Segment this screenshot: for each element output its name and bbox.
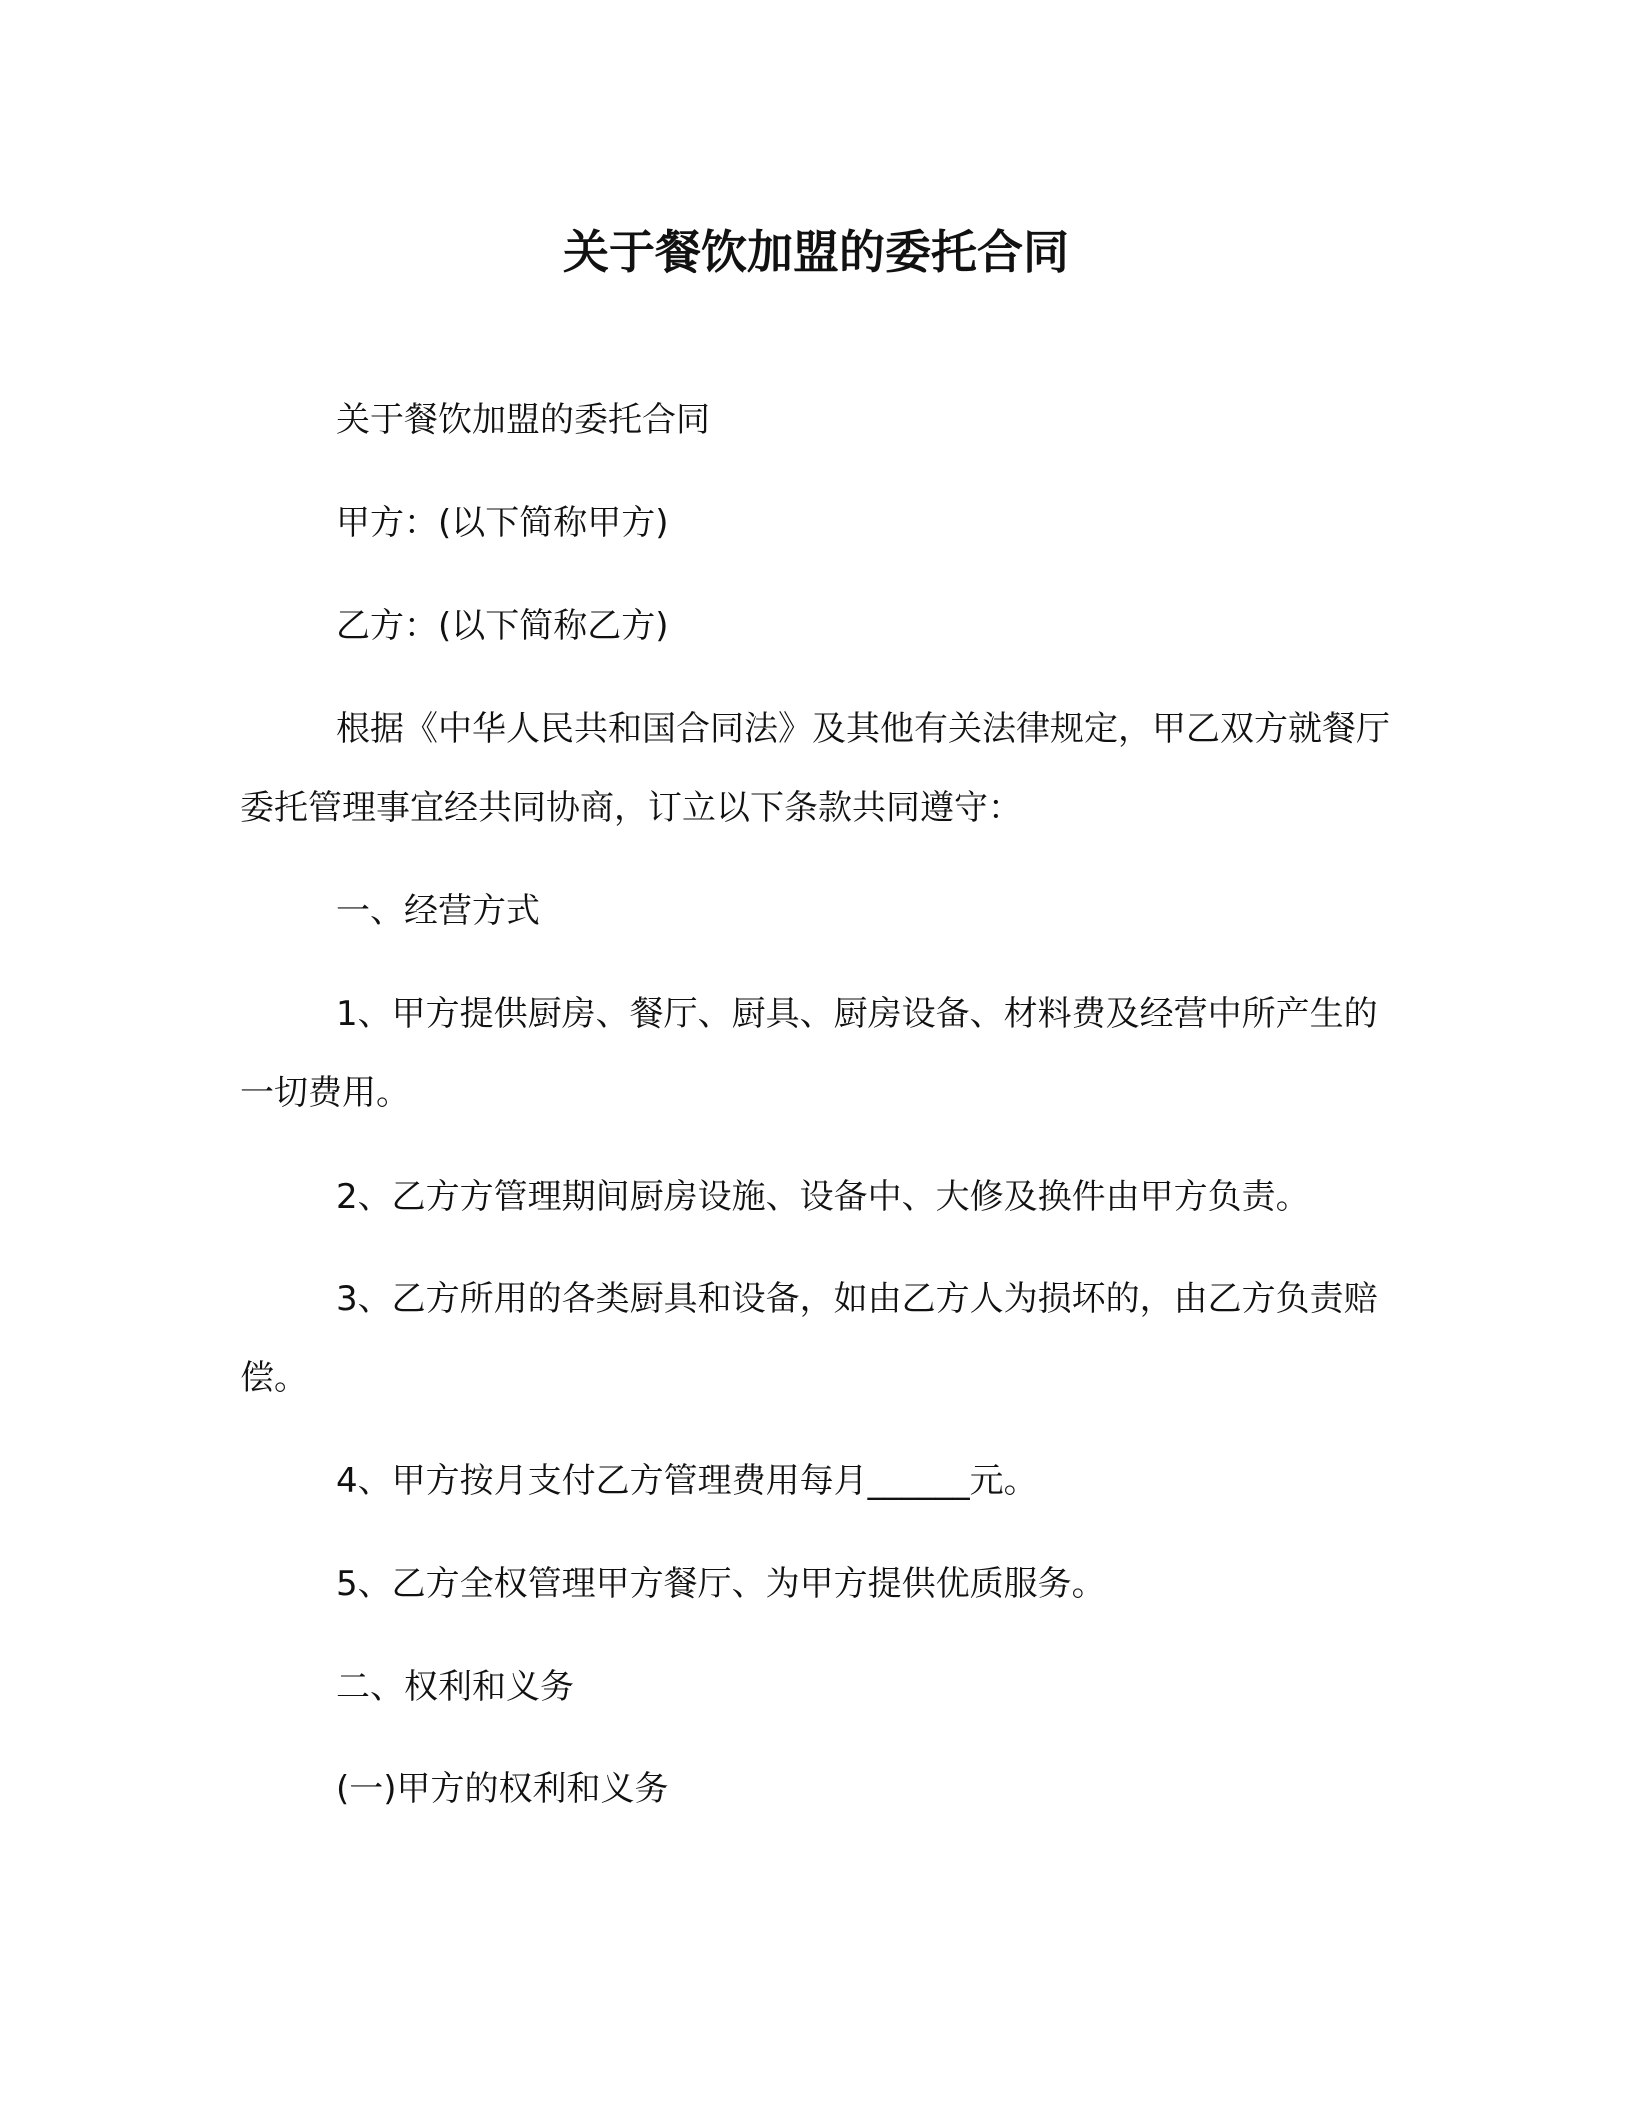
clause-4: 4、甲方按月支付乙方管理费用每月______元。 — [336, 1461, 1038, 1501]
clause-5: 5、乙方全权管理甲方餐厅、为甲方提供优质服务。 — [336, 1564, 1106, 1604]
paragraph-party-a: 甲方：(以下简称甲方) — [336, 503, 669, 543]
document-title: 关于餐饮加盟的委托合同 — [563, 225, 1069, 279]
paragraph-preamble: 根据《中华人民共和国合同法》及其他有关法律规定，甲乙双方就餐厅委托管理事宜经共同协商，订立以下条款共同遵守： — [240, 709, 1390, 828]
subsection-heading-party-a-rights: (一)甲方的权利和义务 — [336, 1769, 669, 1809]
clause-3: 3、乙方所用的各类厨具和设备，如由乙方人为损坏的，由乙方负责赔偿。 — [240, 1279, 1378, 1398]
clause-2: 2、乙方方管理期间厨房设施、设备中、大修及换件由甲方负责。 — [336, 1177, 1310, 1217]
paragraph-party-b: 乙方：(以下简称乙方) — [336, 606, 669, 646]
clause-1: 1、甲方提供厨房、餐厅、厨具、厨房设备、材料费及经营中所产生的一切费用。 — [240, 994, 1378, 1113]
section-heading-rights: 二、权利和义务 — [336, 1667, 574, 1707]
section-heading-operation: 一、经营方式 — [336, 891, 540, 931]
paragraph-subtitle: 关于餐饮加盟的委托合同 — [336, 400, 710, 440]
